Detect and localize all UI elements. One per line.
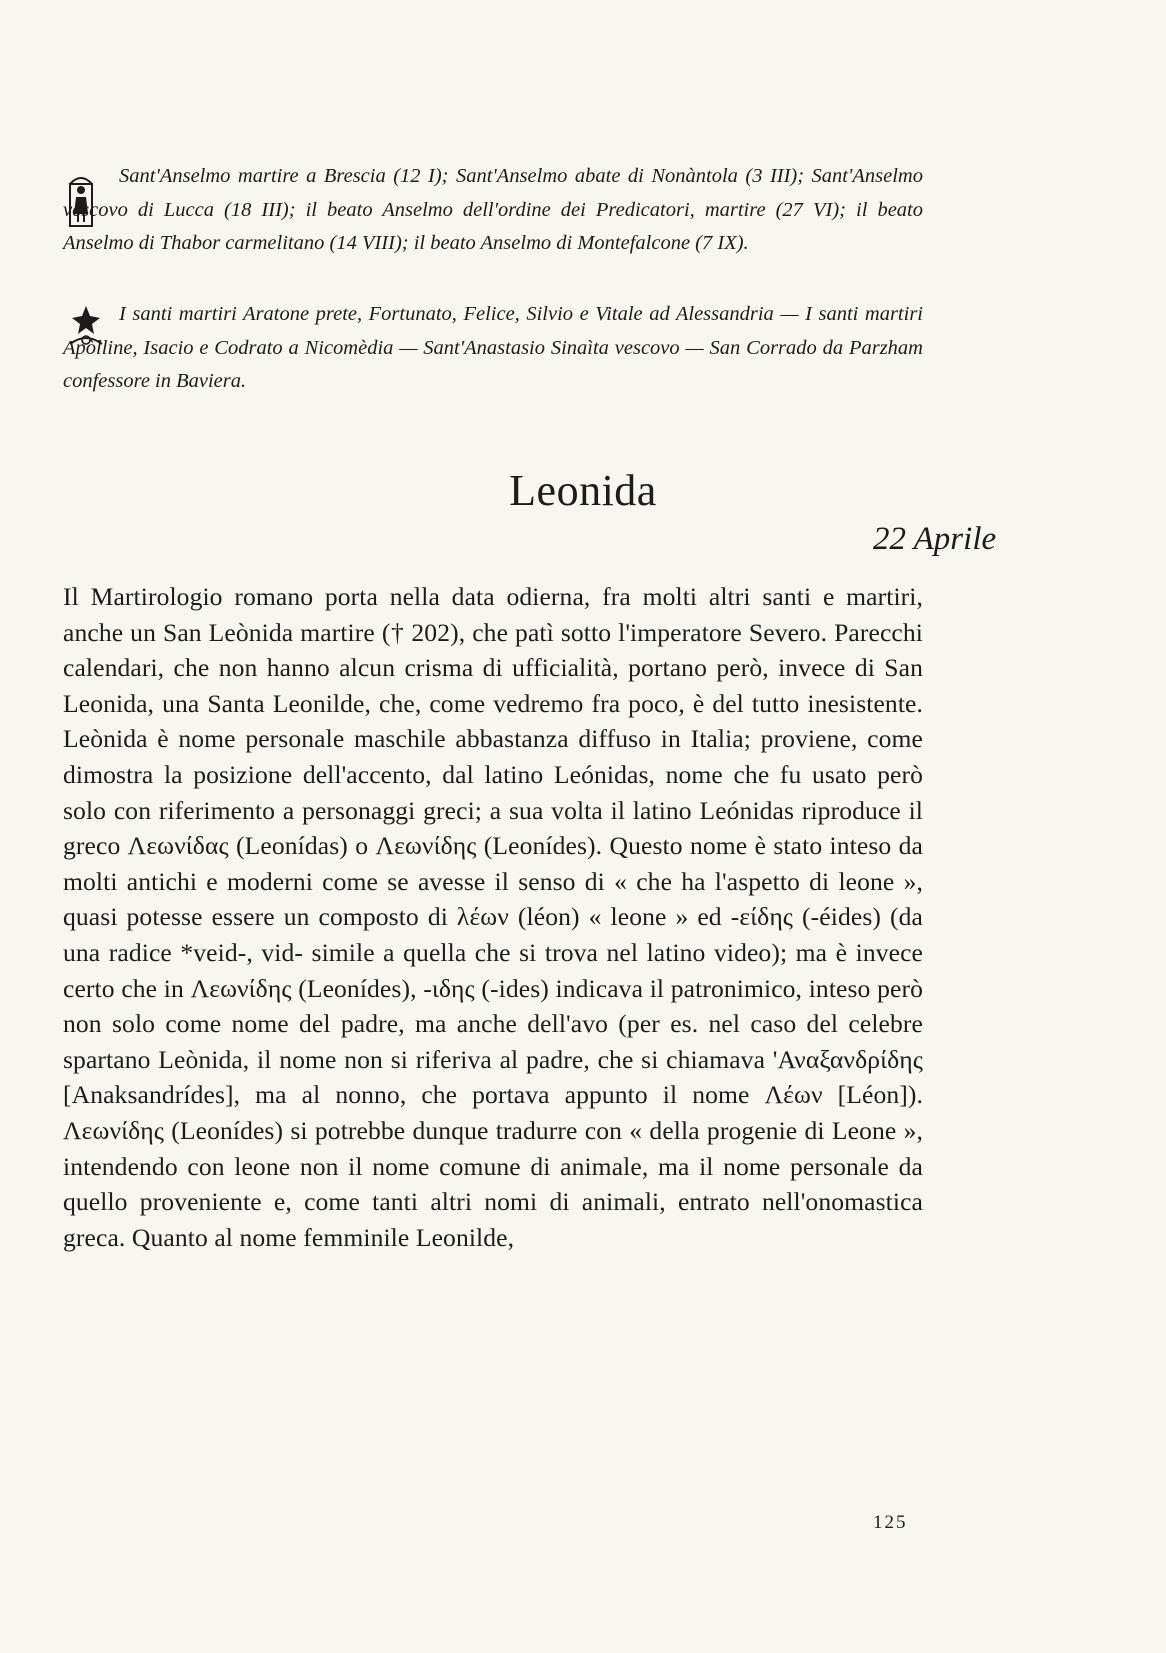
page-number: 125: [873, 1512, 908, 1533]
saints-note-second: [63, 298, 923, 399]
saints-note-first: [63, 160, 923, 261]
saints-note-first-text: Sant'Anselmo martire a Brescia (12 I); Sant'Anselmo abate di Nonàntola (3 III); Sant'Anselmo vescovo di Lucca (18 III); il beato Anselmo dell'ordine dei Predicatori, martire (27 VI); il beato Anselmo di Thabor carmelitano (14 VIII); il beato Anselmo di Montefalcone (7 IX).: [63, 165, 923, 254]
entry-body: Il Martirologio romano porta nella data odierna, fra molti altri santi e martiri, anche un San Leònida martire († 202), che patì sotto l'imperatore Severo. Parecchi calendari, che non hanno alcun crisma di ufficialità, portano però, invece di San Leonida, una Santa Leonilde, che, come vedremo fra poco, è del tutto inesistente. Leònida è nome personale maschile abbastanza diffuso in Italia; proviene, come dimostra la posizione dell'accento, dal latino Leónidas, nome che fu usato però solo con riferimento a personaggi greci; a sua volta il latino Leónidas riproduce il greco Λεωνίδας (Leonídas) o Λεωνίδης (Leonídes). Questo nome è stato inteso da molti antichi e moderni come se avesse il senso di « che ha l'aspetto di leone », quasi potesse essere un composto di λέων (léon) « leone » ed -είδης (-éides) (da una radice *veid-, vid- simile a quella che si trova nel latino video); ma è invece certo che in Λεωνίδης (Leonídes), -ιδης (-ides) indicava il patronimico, inteso però non solo come nome del padre, ma anche dell'avo (per es. nel caso del celebre spartano Leònida, il nome non si riferiva al padre, che si chiamava 'Αναξανδρίδης [Anaksandrídes], ma al nonno, che portava appunto il nome Λέων [Léon]). Λεωνίδης (Leonídes) si potrebbe dunque tradurre con « della progenie di Leone », intendendo con leone non il nome comune di animale, ma il nome personale da quello proveniente e, come tanti altri nomi di animali, entrato nell'onomastica greca. Quanto al nome femminile Leonilde,: [63, 582, 923, 1252]
entry-title: Leonida: [509, 466, 657, 515]
entry-date: 22 Aprile: [873, 521, 997, 557]
saints-note-second-text: I santi martiri Aratone prete, Fortunato, Felice, Silvio e Vitale ad Alessandria — I santi martiri Apòlline, Isacio e Codrato a Nicomèdia — Sant'Anastasio Sinaìta vescovo — San Corrado da Parzham confessore in Baviera.: [63, 303, 923, 392]
